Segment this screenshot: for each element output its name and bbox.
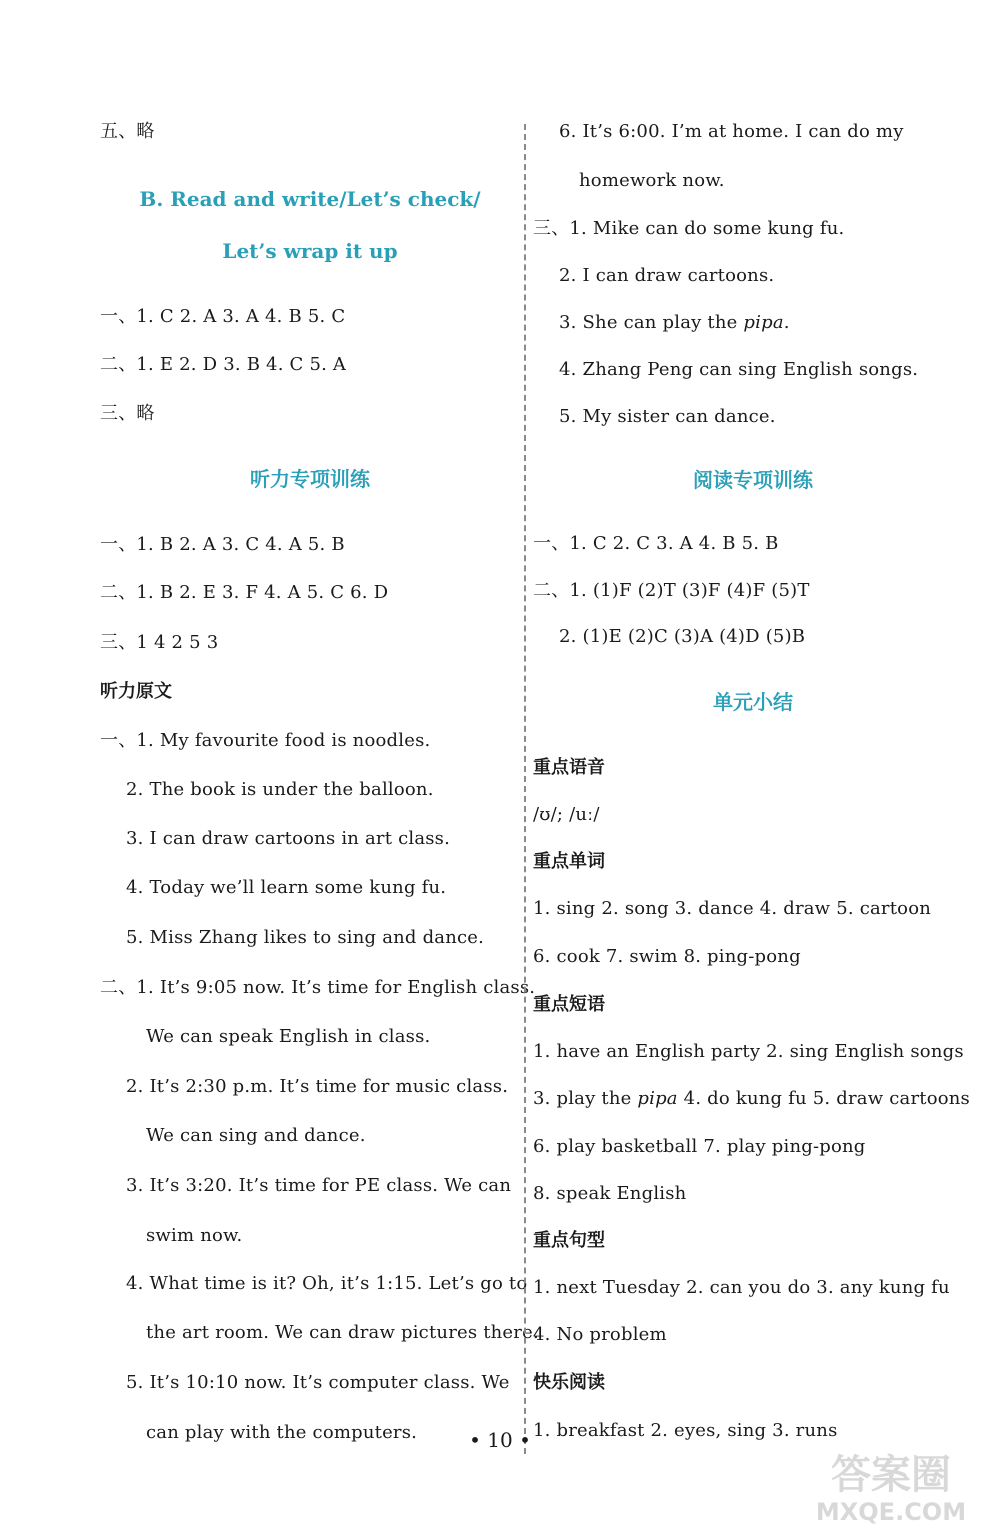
subheading: 重点短语 bbox=[533, 994, 605, 1015]
italic-word: pipa bbox=[637, 1088, 678, 1109]
transcript-line: 3. It’s 3:20. It’s time for PE class. We can bbox=[126, 1175, 512, 1196]
text-segment: . bbox=[783, 312, 790, 333]
transcript-line: 4. Today we’ll learn some kung fu. bbox=[126, 877, 447, 898]
summary-line: 6. cook 7. swim 8. ping-pong bbox=[533, 946, 801, 967]
answer-line: 2. I can draw cartoons. bbox=[559, 265, 775, 286]
section-heading: Let’s wrap it up bbox=[222, 239, 398, 263]
answer-line bbox=[533, 310, 790, 336]
summary-line: 1. breakfast 2. eyes, sing 3. runs bbox=[533, 1420, 838, 1441]
summary-line: 1. sing 2. song 3. dance 4. draw 5. cartoon bbox=[533, 898, 932, 919]
summary-line: 1. next Tuesday 2. can you do 3. any kung fu bbox=[533, 1277, 950, 1298]
transcript-line: 5. It’s 10:10 now. It’s computer class. We bbox=[126, 1372, 510, 1393]
text-segment: 3. She can play the bbox=[559, 312, 744, 333]
answer-line: 一、1. C 2. A 3. A 4. B 5. C bbox=[100, 306, 346, 327]
transcript-line: 一、1. My favourite food is noodles. bbox=[100, 730, 431, 751]
answer-line: 二、1. E 2. D 3. B 4. C 5. A bbox=[100, 354, 347, 375]
transcript-line: 2. The book is under the balloon. bbox=[126, 779, 434, 800]
answer-line: 五、略 bbox=[100, 121, 155, 142]
summary-line: 4. No problem bbox=[533, 1324, 667, 1345]
watermark-text-en: MXQE.COM bbox=[815, 1498, 967, 1526]
summary-line: 1. have an English party 2. sing English songs bbox=[533, 1041, 964, 1062]
watermark-logo bbox=[796, 1444, 986, 1528]
page-number: • 10 • bbox=[469, 1428, 531, 1452]
transcript-line: swim now. bbox=[146, 1225, 243, 1246]
answer-line: 三、1 4 2 5 3 bbox=[100, 632, 219, 653]
phonetics-line: /ʊ/; /uː/ bbox=[533, 804, 600, 825]
subheading: 重点句型 bbox=[533, 1230, 605, 1251]
watermark-text-cn: 答案圈 bbox=[831, 1452, 951, 1498]
transcript-line: 6. It’s 6:00. I’m at home. I can do my bbox=[559, 121, 904, 142]
transcript-line: 2. It’s 2:30 p.m. It’s time for music class. bbox=[126, 1076, 509, 1097]
answer-line: 5. My sister can dance. bbox=[559, 406, 776, 427]
subheading: 重点单词 bbox=[533, 851, 605, 872]
answer-line: 一、1. B 2. A 3. C 4. A 5. B bbox=[100, 534, 345, 555]
italic-word: pipa bbox=[743, 312, 784, 333]
answer-line: 二、1. (1)F (2)T (3)F (4)F (5)T bbox=[533, 580, 810, 601]
transcript-line: 3. I can draw cartoons in art class. bbox=[126, 828, 451, 849]
text-segment: 4. do kung fu 5. draw cartoons bbox=[677, 1088, 970, 1109]
transcript-line: the art room. We can draw pictures there. bbox=[146, 1322, 539, 1343]
transcript-line: can play with the computers. bbox=[146, 1422, 418, 1443]
answer-line: 二、1. B 2. E 3. F 4. A 5. C 6. D bbox=[100, 582, 389, 603]
summary-line bbox=[533, 1086, 970, 1112]
column-divider bbox=[524, 124, 526, 1454]
subheading: 快乐阅读 bbox=[533, 1372, 605, 1393]
subheading: 重点语音 bbox=[533, 757, 605, 778]
summary-line: 6. play basketball 7. play ping-pong bbox=[533, 1136, 866, 1157]
answer-line: 一、1. C 2. C 3. A 4. B 5. B bbox=[533, 533, 779, 554]
transcript-line: 5. Miss Zhang likes to sing and dance. bbox=[126, 927, 485, 948]
transcript-line: 4. What time is it? Oh, it’s 1:15. Let’s go to bbox=[126, 1273, 528, 1294]
answer-line: 三、1. Mike can do some kung fu. bbox=[533, 218, 845, 239]
section-heading: 单元小结 bbox=[713, 690, 793, 714]
transcript-line: We can sing and dance. bbox=[146, 1125, 366, 1146]
answer-line: 三、略 bbox=[100, 403, 155, 424]
summary-line: 8. speak English bbox=[533, 1183, 687, 1204]
subheading: 听力原文 bbox=[100, 681, 172, 702]
transcript-line: 二、1. It’s 9:05 now. It’s time for English class. bbox=[100, 977, 536, 998]
text-segment: 3. play the bbox=[533, 1088, 638, 1109]
section-heading: 听力专项训练 bbox=[250, 467, 370, 491]
section-heading: 阅读专项训练 bbox=[693, 468, 813, 492]
transcript-line: homework now. bbox=[579, 170, 725, 191]
transcript-line: We can speak English in class. bbox=[146, 1026, 431, 1047]
section-heading: B. Read and write/Let’s check/ bbox=[139, 187, 481, 211]
answer-line: 2. (1)E (2)C (3)A (4)D (5)B bbox=[559, 626, 806, 647]
answer-line: 4. Zhang Peng can sing English songs. bbox=[559, 359, 919, 380]
